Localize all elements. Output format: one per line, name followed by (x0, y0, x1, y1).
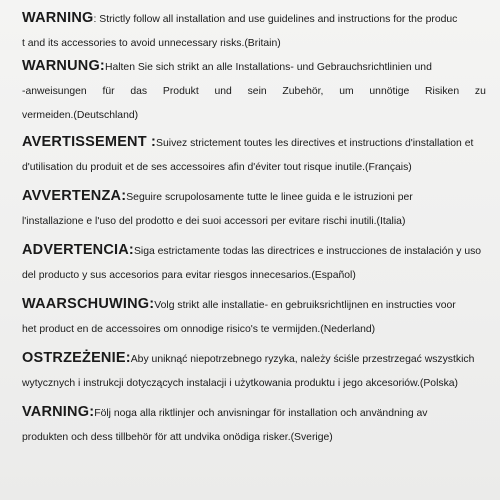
dutch-line-1 (22, 296, 486, 312)
swedish-line-2: produkten och dess tillbehör för att undvika onödiga risker.(Sverige) (22, 432, 333, 443)
english-line-1 (22, 10, 486, 26)
dutch-heading: WAARSCHUWING: (22, 296, 155, 312)
swedish-heading: VARNING: (22, 404, 95, 420)
german-word: Zubehör, (282, 86, 324, 97)
german-word: unnötige (369, 86, 410, 97)
section-english (22, 10, 486, 58)
german-word: zu (474, 86, 486, 97)
polish-line-1-text: Aby uniknąć niepotrzebnego ryzyka, należy ściśle przestrzegać wszystkich (130, 354, 475, 365)
italian-line-2: l'installazione e l'uso del prodotto e dei suoi accessori per evitare rischi inutili.(Italia) (22, 216, 406, 227)
spanish-line-1 (22, 242, 486, 258)
section-german (22, 58, 486, 134)
swedish-line-1 (22, 404, 486, 420)
german-word: sein (247, 86, 267, 97)
german-word: und (214, 86, 232, 97)
section-french (22, 134, 486, 188)
german-word: Produkt (162, 86, 199, 97)
german-heading: WARNUNG: (22, 58, 105, 74)
swedish-line-1-text: Följ noga alla riktlinjer och anvisningar för installation och användning av (94, 408, 428, 419)
dutch-line-1-text: Volg strikt alle installatie- en gebruiksrichtlijnen en instructies voor (154, 300, 456, 311)
german-word: das (130, 86, 148, 97)
german-word: um (339, 86, 354, 97)
german-line-1 (22, 58, 486, 74)
polish-line-2: wytycznych i instrukcji dotyczących instalacji i użytkowania produktu i jego akcesoriów.(Polska) (22, 378, 459, 389)
german-line-2 (22, 85, 486, 98)
spanish-line-1-text: Siga estrictamente todas las directrices e instrucciones de instalación y uso (133, 246, 482, 257)
polish-line-1 (22, 350, 486, 366)
german-word: Risiken (425, 86, 460, 97)
dutch-line-2: het product en de accessoires om onnodige risico's te vermijden.(Nederland) (22, 324, 376, 335)
german-line-1-text: Halten Sie sich strikt an alle Installations- und Gebrauchsrichtlinien und (104, 62, 432, 73)
english-line-1-text: : Strictly follow all installation and use guidelines and instructions for the produc (93, 14, 458, 25)
english-heading: WARNING (22, 10, 94, 26)
polish-heading: OSTRZEŻENIE: (22, 350, 131, 366)
section-dutch (22, 296, 486, 350)
french-line-1 (22, 134, 486, 150)
section-spanish (22, 242, 486, 296)
italian-line-1 (22, 188, 486, 204)
spanish-heading: ADVERTENCIA: (22, 242, 134, 258)
english-line-2: t and its accessories to avoid unnecessary risks.(Britain) (22, 38, 281, 49)
section-polish (22, 350, 486, 404)
section-italian (22, 188, 486, 242)
french-line-1-text: Suivez strictement toutes les directives et instructions d'installation et (156, 138, 474, 149)
italian-line-1-text: Seguire scrupolosamente tutte le linee guida e le istruzioni per (126, 192, 413, 203)
german-word: für (102, 86, 115, 97)
german-word: -anweisungen (22, 86, 87, 97)
section-swedish (22, 404, 486, 458)
french-heading: AVERTISSEMENT : (22, 134, 157, 150)
german-line-3: vermeiden.(Deutschland) (22, 110, 139, 121)
french-line-2: d'utilisation du produit et de ses accessoires afin d'éviter tout risque inutile.(Français) (22, 162, 412, 173)
spanish-line-2: del producto y sus accesorios para evitar riesgos innecesarios.(Español) (22, 270, 356, 281)
italian-heading: AVVERTENZA: (22, 188, 127, 204)
